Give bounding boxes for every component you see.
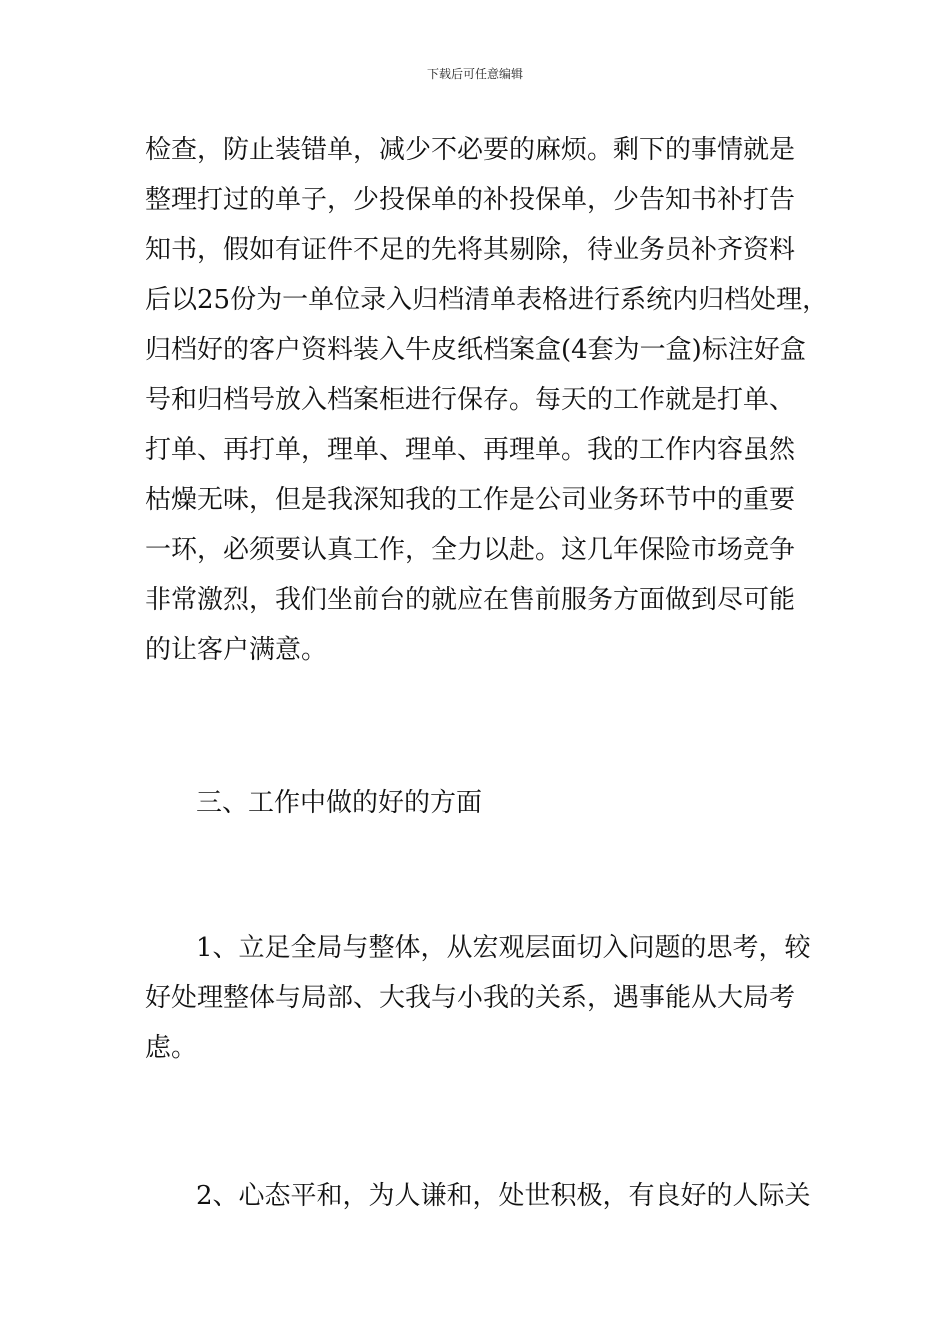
header-text: 下载后可任意编辑 <box>426 67 523 81</box>
page-header <box>0 66 950 82</box>
document-page: 下载后可任意编辑 检查，防止装错单，减少不必要的麻烦。剩下的事情就是 整理打过的单子，少投保单的补投保单，少告知书补打告 知书，假如有证件不足的先将其剔除，待业务员补齐资料 后以25份为一单位录入归档清单表格进行系统内归档处理， 归档好的客户资料装入牛皮纸档案盒(4套为一盒)标注好盒 号和归档号放入档案柜进行保存。每天的工作就是打单、 打单、再打单，理单、理单、再理单。我的工作内容虽然 枯燥无味，但是我深知我的工作是公司业务环节中的重要 一环，必须要认真工作，全力以赴。这几年保险市场竞争 非常激烈，我们坐前台的就应在售前服务方面做到尽可能 的让客户满意。 三、工作中做的好的方面 1、立足全局与整体，从宏观层面切入问题的思考，较 好处理整体与局部、大我与小我的关系，遇事能从大局考 虑。 2、心态平和，为人谦和，处世积极，有良好的人际关 <box>0 0 950 1344</box>
